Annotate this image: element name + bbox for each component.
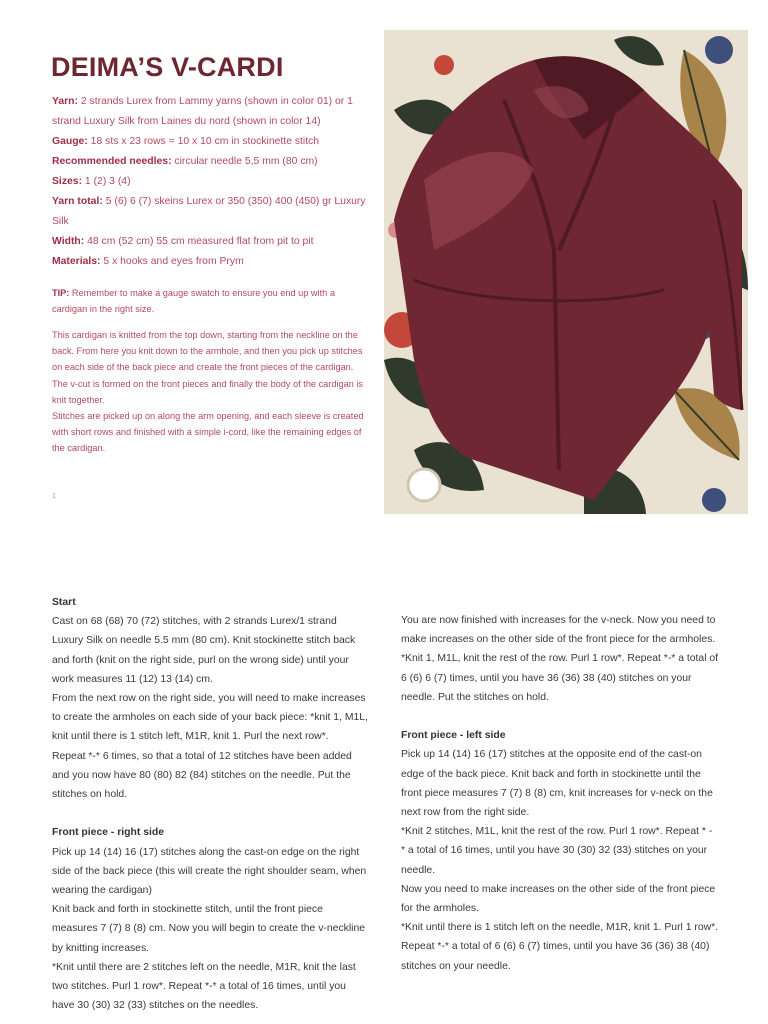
instruction-paragraph: Now you need to make increases on the other side of the front piece for the armholes. (401, 883, 716, 915)
pattern-specs (52, 92, 372, 272)
instruction-paragraph: *Knit 2 stitches, M1L, knit the rest of the row. Purl 1 row*. Repeat * - * a total of 16 times, until you have 30 (30) 32 (33) stitches on your needle. (401, 826, 713, 876)
pattern-introduction (52, 327, 370, 457)
intro-paragraph: This cardigan is knitted from the top down, starting from the neckline on the back. From here you knit down to the armhole, and then you pick up stitches on each side of the back piece and create the front pieces of the cardigan. The v-cut is formed on the front pieces and finally the body of the cardigan is knit together. (52, 330, 364, 405)
flower-icon (434, 55, 454, 75)
cardigan-illustration (384, 30, 748, 514)
cardigan-photo (384, 30, 748, 514)
spec-value: circular needle 5,5 mm (80 cm) (171, 156, 318, 167)
spec-value: 5 x hooks and eyes from Prym (100, 256, 244, 267)
gauge-tip (52, 286, 370, 317)
section-heading-front-right: Front piece - right side (52, 827, 164, 839)
intro-paragraph: Stitches are picked up on along the arm opening, and each sleeve is created with short rows and finished with a simple i-cord, like the remaining edges of the cardigan. (52, 411, 364, 454)
spec-label: Yarn total: (52, 196, 103, 207)
section-heading-front-left: Front piece - left side (401, 730, 506, 742)
instruction-paragraph: Pick up 14 (14) 16 (17) stitches at the opposite end of the cast-on edge of the back piece. Knit back and forth in stockinette until the front piece measures 7 (7) 8 (8) cm, knit increases for v-neck on the next row from the right side. (401, 749, 713, 819)
instruction-paragraph: Pick up 14 (14) 16 (17) stitches along the cast-on edge on the right side of the back piece (this will create the right shoulder seam, when wearing the cardigan) (52, 846, 367, 897)
spec-value: 1 (2) 3 (4) (82, 176, 131, 187)
instruction-paragraph: You are now finished with increases for the v-neck. Now you need to make increases on the other side of the front piece for the armholes. (401, 615, 716, 646)
instructions-left-column (52, 593, 370, 1015)
spec-label: Sizes: (52, 176, 83, 187)
instruction-paragraph: *Knit until there are 2 stitches left on the needle, M1R, knit the last two stitches. Purl 1 row*. Repeat *-* a total of 16 times, until you have 30 (30) 32 (33) stitches on the needles. (52, 961, 356, 1012)
instruction-paragraph: *Knit until there is 1 stitch left on the needle, M1R, knit 1. Purl 1 row*. Repeat *-* a total of 6 (6) 6 (7) times, until you have 36 (36) 38 (40) stitches on your needle. (401, 922, 719, 972)
spec-needles (52, 152, 372, 172)
spec-label: Width: (52, 236, 85, 247)
flower-icon (408, 469, 440, 501)
spec-label: Recommended needles: (52, 156, 172, 167)
spec-gauge (52, 132, 372, 152)
instruction-paragraph: Cast on 68 (68) 70 (72) stitches, with 2 strands Lurex/1 strand Luxury Silk on needle 5.5 mm (80 cm). Knit stockinette stitch back and forth (knit on the right side, purl on the wrong side) until your work measures 11 (12) 13 (14) cm. (52, 616, 356, 685)
spec-value: 2 strands Lurex from Lammy yarns (shown in color 01) or 1 strand Luxury Silk from Laines du nord (shown in color 14) (52, 96, 353, 127)
spec-value: 18 sts x 23 rows = 10 x 10 cm in stockinette stitch (87, 136, 320, 147)
flower-icon (705, 36, 733, 64)
spec-width (52, 232, 372, 252)
spec-value: 48 cm (52 cm) 55 cm measured flat from pit to pit (84, 236, 314, 247)
section-heading-start: Start (52, 597, 76, 608)
flower-icon (702, 488, 726, 512)
spec-label: Materials: (52, 256, 101, 267)
spec-materials (52, 252, 372, 272)
instructions-right-column (401, 611, 719, 976)
spec-sizes (52, 172, 372, 192)
tip-label: TIP: (52, 288, 70, 298)
spec-yarn (52, 92, 372, 132)
spec-value: 5 (6) 6 (7) skeins Lurex or 350 (350) 400 (450) gr Luxury Silk (52, 196, 366, 227)
spec-label: Yarn: (52, 96, 78, 107)
tip-text: Remember to make a gauge swatch to ensure you end up with a cardigan in the right size. (52, 288, 335, 314)
instruction-paragraph: Knit back and forth in stockinette stitch, until the front piece measures 7 (7) 8 (8) cm. Now you will begin to create the v-neckline by knitting increases. (52, 904, 366, 954)
instruction-paragraph: From the next row on the right side, you will need to make increases to create the armholes on each side of your back piece: *knit 1, M1L, knit until there is 1 stitch left, M1R, knit 1. Purl the next row*. (52, 693, 368, 743)
instruction-paragraph: *Knit 1, M1L, knit the rest of the row. Purl 1 row*. Repeat *-* a total of 6 (6) 6 (7) times, until you have 36 (36) 38 (40) stitches on your needle. Put the stitches on hold. (401, 653, 719, 703)
spec-yarn-total (52, 192, 372, 232)
pattern-title: DEIMA’S V-CARDI (51, 52, 284, 82)
instruction-paragraph: Repeat *-* 6 times, so that a total of 12 stitches have been added and you now have 80 (80) 82 (84) stitches on the needle. Put the stitches on hold. (52, 750, 352, 801)
spec-label: Gauge: (52, 136, 88, 147)
page-number: 1 (52, 493, 56, 500)
